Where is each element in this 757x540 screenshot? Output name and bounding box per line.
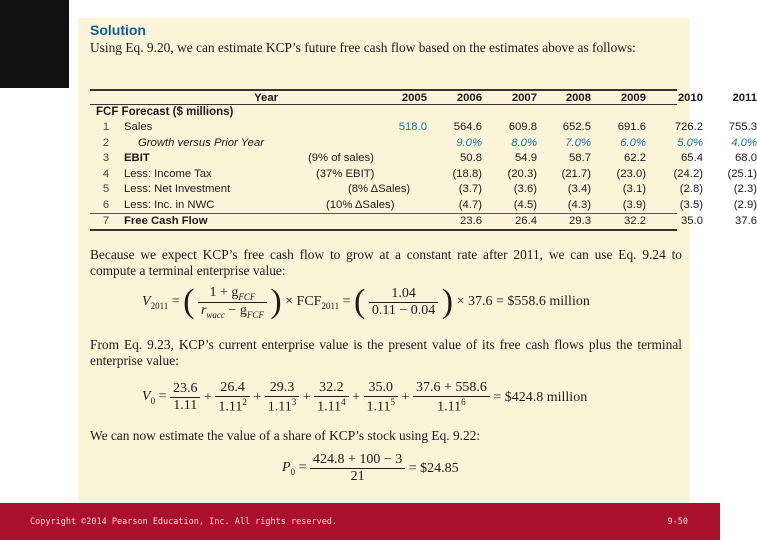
terminal-result: × 37.6 = $558.6 million bbox=[456, 294, 590, 310]
page-number: 9-50 bbox=[667, 517, 688, 527]
cell: 58.7 bbox=[569, 152, 591, 164]
cell: (4.3) bbox=[567, 198, 591, 211]
paren-open-2: ( bbox=[354, 283, 366, 321]
share-lhs-sub: 0 bbox=[290, 466, 296, 477]
frac-numerator: 1 + g bbox=[209, 285, 239, 300]
term-num: 29.3 bbox=[269, 380, 295, 395]
cell: (20.3) bbox=[507, 167, 537, 180]
fcf-subscript: 2011 bbox=[321, 300, 340, 311]
table-row-nwc bbox=[90, 198, 757, 214]
table-row-ebit bbox=[90, 151, 757, 167]
copyright-text: Copyright ©2014 Pearson Education, Inc. All rights reserved. bbox=[30, 517, 338, 527]
cell: (3.6) bbox=[513, 183, 537, 195]
share-value-equation: $P_0$ = $\frac{424.8 + 100 - 3}{21}$ = $24.85 bbox=[282, 452, 459, 484]
row-note: (9% of sales) bbox=[308, 152, 374, 164]
row-number: 7 bbox=[102, 215, 110, 227]
cell: 7.0% bbox=[565, 136, 591, 149]
cell: 37.6 bbox=[735, 215, 757, 227]
cell: 26.4 bbox=[515, 215, 537, 227]
table-row-income-tax bbox=[90, 167, 757, 183]
cell: (3.9) bbox=[622, 198, 646, 211]
term-den: 1.11 bbox=[317, 399, 342, 415]
row-note: (8% ΔSales) bbox=[348, 183, 411, 195]
cell: 54.9 bbox=[515, 152, 537, 164]
cell: 50.8 bbox=[460, 152, 482, 164]
paren-close: ) bbox=[270, 283, 282, 321]
cell: 5.0% bbox=[677, 136, 703, 149]
row-label: Free Cash Flow bbox=[124, 215, 208, 227]
term-num: 26.4 bbox=[220, 380, 245, 395]
table-row-growth bbox=[90, 136, 757, 152]
cell: 65.4 bbox=[681, 152, 703, 164]
year-2011: 2011 bbox=[732, 92, 757, 104]
table-row-free-cash-flow bbox=[90, 213, 757, 229]
share-num: 424.8 + 100 − 3 bbox=[312, 452, 403, 467]
year-2010: 2010 bbox=[677, 92, 703, 104]
term-num: 23.6 bbox=[172, 381, 198, 397]
cell: (2.3) bbox=[733, 183, 757, 195]
cell: (4.7) bbox=[458, 198, 482, 211]
term-den: 1.11 bbox=[267, 399, 292, 415]
term-den: 1.11 bbox=[366, 399, 391, 415]
minus-g: − g bbox=[228, 302, 247, 318]
row-label: Sales bbox=[124, 121, 153, 133]
share-fraction bbox=[310, 452, 405, 485]
term-power: 5 bbox=[390, 397, 396, 407]
frac-den: 0.11 − 0.04 bbox=[369, 302, 438, 319]
cell: (3.7) bbox=[458, 183, 482, 195]
eq-lhs: V bbox=[142, 293, 151, 309]
row-label: Less: Net Investment bbox=[124, 183, 231, 195]
year-2008: 2008 bbox=[565, 92, 591, 104]
row-note: (37% EBIT) bbox=[316, 167, 375, 180]
r-symbol: r bbox=[200, 302, 207, 318]
wacc-subscript: wacc bbox=[206, 309, 225, 320]
cell: 6.0% bbox=[620, 136, 646, 149]
cell: (18.8) bbox=[452, 167, 482, 180]
fcf-forecast-table bbox=[90, 89, 757, 227]
cell: 68.0 bbox=[735, 152, 757, 164]
times-fcf: × FCF bbox=[285, 293, 322, 309]
row-number: 3 bbox=[102, 152, 110, 164]
cell: 62.2 bbox=[624, 152, 646, 164]
pv-term-4 bbox=[314, 380, 348, 416]
share-result: = $24.85 bbox=[408, 460, 459, 476]
cell: 518.0 bbox=[398, 121, 427, 133]
year-2006: 2006 bbox=[456, 92, 482, 104]
cell: 691.6 bbox=[617, 121, 646, 133]
table-title: FCF Forecast ($ millions) bbox=[96, 106, 234, 118]
cell: 4.0% bbox=[731, 136, 757, 149]
cell: (2.8) bbox=[679, 183, 703, 195]
solution-intro: Using Eq. 9.20, we can estimate KCP’s future free cash flow based on the estimates above as follows: bbox=[90, 40, 636, 55]
pv-lhs: V bbox=[142, 389, 151, 405]
term-den: 1.11 bbox=[170, 397, 201, 414]
year-2009: 2009 bbox=[620, 92, 646, 104]
footer-bar bbox=[0, 503, 720, 540]
cell: 8.0% bbox=[511, 136, 537, 149]
solution-title: Solution bbox=[90, 22, 146, 38]
row-label: Growth versus Prior Year bbox=[138, 136, 264, 149]
left-dark-strip bbox=[0, 0, 69, 88]
cell: (3.4) bbox=[567, 183, 591, 195]
pv-lhs-sub: 0 bbox=[150, 396, 156, 407]
row-label: EBIT bbox=[124, 152, 150, 164]
share-den: 21 bbox=[310, 468, 405, 485]
cell: (25.1) bbox=[727, 167, 757, 180]
cell: (23.0) bbox=[616, 167, 646, 180]
row-number: 1 bbox=[102, 121, 110, 133]
paren-open: ( bbox=[183, 283, 195, 321]
present-value-equation: $V_0$ = $\frac{23.6}{1.11}$ + $\frac{26.4}{1.11^2}$ + $\frac{29.3}{1.11^3}$ + $\frac{32.2}{1.11^4}$ + $\frac{35.0}{1.11^5}$ + $\frac{37.6 + 558.6}{1.11^6}$ = $424.8 million bbox=[142, 380, 588, 415]
eq-lhs-sub: 2011 bbox=[150, 300, 169, 311]
g-subscript: FCF bbox=[238, 291, 256, 302]
growth-fraction bbox=[198, 285, 267, 320]
cell: 652.5 bbox=[562, 121, 591, 133]
year-2007: 2007 bbox=[511, 92, 537, 104]
term-num: 37.6 + 558.6 bbox=[415, 380, 487, 395]
term-den: 1.11 bbox=[437, 399, 462, 415]
row-note: (10% ΔSales) bbox=[326, 198, 395, 211]
row-number: 2 bbox=[102, 136, 110, 149]
table-rows bbox=[90, 120, 757, 231]
cell: 29.3 bbox=[569, 215, 591, 227]
cell: (21.7) bbox=[561, 167, 591, 180]
row-label: Less: Inc. in NWC bbox=[124, 198, 215, 211]
cell: 23.6 bbox=[460, 215, 482, 227]
numeric-fraction bbox=[369, 286, 438, 319]
cell: (24.2) bbox=[673, 167, 703, 180]
cell: 726.2 bbox=[674, 121, 703, 133]
pv-term-6 bbox=[413, 380, 490, 416]
year-2005: 2005 bbox=[401, 92, 427, 104]
table-row-sales bbox=[90, 120, 757, 136]
cell: 755.3 bbox=[728, 121, 757, 133]
pv-result: = $424.8 million bbox=[493, 389, 588, 405]
pv-term-5 bbox=[364, 380, 398, 416]
term-num: 32.2 bbox=[319, 380, 344, 395]
paren-close-2: ) bbox=[441, 283, 454, 321]
cell: (3.1) bbox=[622, 183, 646, 195]
term-power: 6 bbox=[461, 397, 466, 407]
term-den: 1.11 bbox=[218, 399, 243, 415]
year-header: Year bbox=[254, 92, 278, 104]
share-lhs: P bbox=[282, 460, 291, 476]
terminal-value-equation: $V_{2011}$ = ( $\frac{1 + g_{FCF}}{r_{wacc} - g_{FCF}}$ ) × $FCF_{2011}$ = ( $\frac{1.04}{0.11 - 0.04}$ ) × 37.6 = $558.6 million bbox=[142, 283, 590, 321]
cell: 32.2 bbox=[624, 215, 646, 227]
row-number: 4 bbox=[102, 167, 110, 180]
pv-term-3 bbox=[265, 380, 299, 416]
cell: (2.9) bbox=[733, 198, 757, 211]
row-label: Less: Income Tax bbox=[124, 167, 212, 180]
g-subscript-2: FCF bbox=[246, 309, 264, 320]
frac-num: 1.04 bbox=[391, 285, 416, 301]
pv-term-1 bbox=[170, 381, 201, 414]
share-value-text: We can now estimate the value of a share of KCP’s stock using Eq. 9.22: bbox=[90, 428, 481, 443]
cell: 609.8 bbox=[508, 121, 537, 133]
term-num: 35.0 bbox=[368, 380, 394, 395]
table-row-net-investment bbox=[90, 182, 757, 198]
cell: 564.6 bbox=[453, 121, 482, 133]
cell: (4.5) bbox=[513, 198, 537, 211]
term-power: 3 bbox=[291, 397, 297, 407]
cell: 9.0% bbox=[456, 136, 482, 149]
present-value-text: From Eq. 9.23, KCP’s current enterprise value is the present value of its free cash flows plus the terminal enterprise value: bbox=[90, 337, 682, 368]
row-number: 5 bbox=[102, 183, 110, 195]
term-power: 4 bbox=[341, 397, 346, 407]
cell: 35.0 bbox=[681, 215, 703, 227]
table-header bbox=[90, 89, 757, 105]
pv-term-2 bbox=[215, 380, 249, 416]
terminal-value-text: Because we expect KCP’s free cash flow to grow at a constant rate after 2011, we can use Eq. 9.24 to compute a terminal enterprise value: bbox=[90, 247, 682, 278]
term-power: 2 bbox=[242, 397, 247, 407]
row-number: 6 bbox=[102, 198, 110, 211]
cell: (3.5) bbox=[679, 198, 703, 211]
